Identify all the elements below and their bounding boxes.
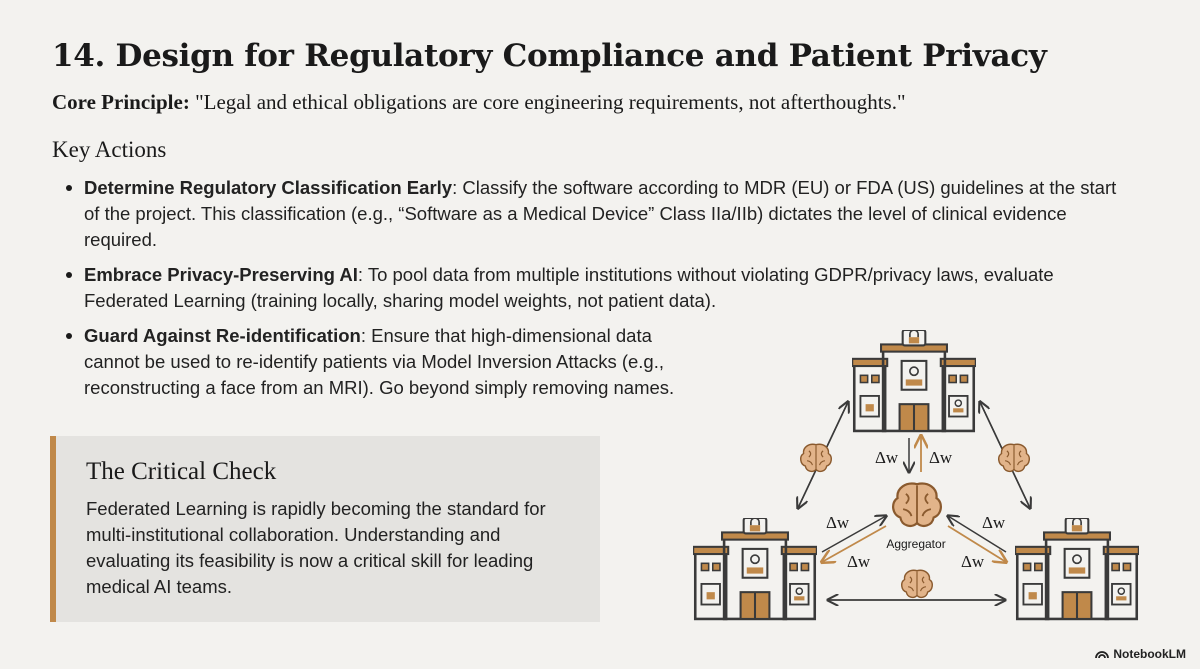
bullet-head: Guard Against Re-identification [84, 325, 361, 346]
delta-w-label: Δw [875, 448, 899, 467]
list-item [66, 175, 1126, 253]
bullet-head: Determine Regulatory Classification Early [84, 177, 453, 198]
brain-icon-right [999, 444, 1030, 471]
callout-body: Federated Learning is rapidly becoming the standard for multi-institutional collaboration. Understanding and evaluating its feasibility is now a critical skill for leading medical AI teams. [86, 498, 546, 597]
core-principle-label: Core Principle: [52, 90, 190, 114]
list-item [66, 262, 1126, 314]
hospital-icon-right [1015, 518, 1139, 619]
list-item [66, 323, 704, 401]
hospital-icon-left [693, 518, 817, 619]
notebooklm-brand [1095, 647, 1186, 661]
aggregator-label: Aggregator [886, 537, 946, 551]
brain-icon-left [801, 444, 832, 471]
bullet-text: : To pool data from multiple institutions without violating GDPR/privacy laws, evaluate Federated Learning (training locally, sharing model weights, not patient data). [84, 264, 1054, 311]
delta-w-label: Δw [929, 448, 953, 467]
page-title: 14. Design for Regulatory Compliance and Patient Privacy [52, 38, 1047, 74]
federated-learning-diagram [680, 320, 1150, 625]
critical-check-callout [50, 436, 600, 622]
brand-label: NotebookLM [1113, 647, 1186, 661]
bullet-head: Embrace Privacy-Preserving AI [84, 264, 358, 285]
brain-icon-bottom [902, 570, 933, 597]
key-actions-heading: Key Actions [52, 137, 167, 162]
delta-w-label: Δw [826, 513, 850, 532]
hospital-icon-top [852, 330, 976, 431]
core-principle [52, 90, 906, 115]
bullet-text: : Classify the software according to MDR (EU) or FDA (US) guidelines at the start of the project. This classification (e.g., “Software as a Medical Device” Class IIa/IIb) dictates the level of clinical evidence required. [84, 177, 1117, 250]
notebooklm-logo-icon [1095, 649, 1109, 659]
bullet-text: : Ensure that high-dimensional data cannot be used to re-identify patients via Model Inversion Attacks (e.g., reconstructing a face from an MRI). Go beyond simply removing names. [84, 325, 675, 398]
delta-w-label: Δw [982, 513, 1006, 532]
delta-w-label: Δw [961, 552, 985, 571]
core-principle-quote: "Legal and ethical obligations are core engineering requirements, not afterthoughts." [195, 90, 906, 114]
callout-title: The Critical Check [86, 458, 277, 485]
delta-w-label: Δw [847, 552, 871, 571]
aggregator-brain-icon [893, 484, 941, 526]
